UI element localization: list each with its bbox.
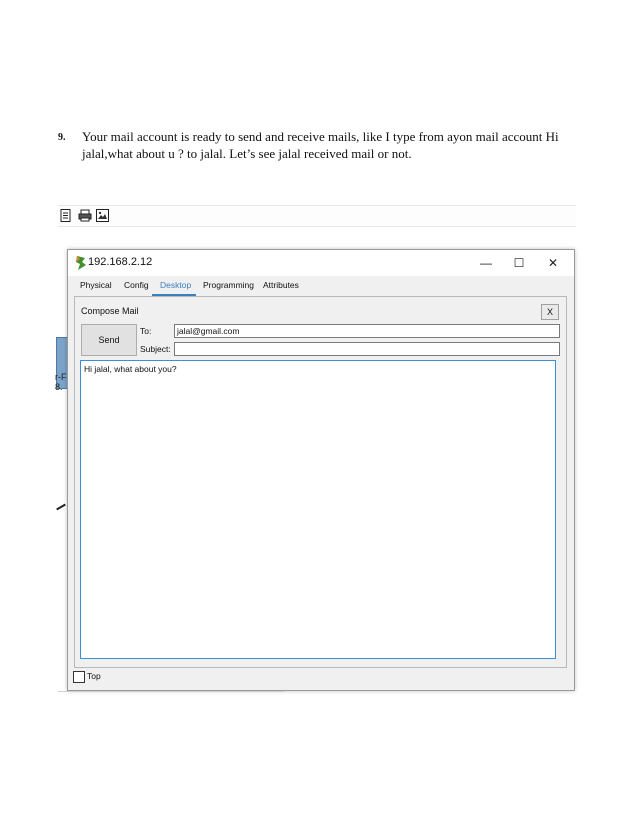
compose-mail-panel xyxy=(74,296,567,668)
picture-icon[interactable] xyxy=(96,209,109,222)
toolbar-strip xyxy=(58,205,576,227)
compose-mail-title: Compose Mail xyxy=(81,306,139,316)
printer-icon[interactable] xyxy=(78,209,92,222)
background-text-fragment: 8. xyxy=(55,382,63,392)
tab-desktop[interactable]: Desktop xyxy=(160,280,192,290)
top-checkbox[interactable] xyxy=(73,671,85,683)
send-button[interactable]: Send xyxy=(81,324,137,356)
pc-desktop-window xyxy=(67,249,575,691)
close-window-button[interactable]: ✕ xyxy=(547,256,559,270)
maximize-button[interactable]: ☐ xyxy=(513,256,525,270)
subject-label: Subject: xyxy=(140,344,171,354)
tab-physical[interactable]: Physical xyxy=(80,280,112,290)
tab-config[interactable]: Config xyxy=(124,280,149,290)
bottom-divider xyxy=(58,691,284,692)
document-icon[interactable] xyxy=(60,209,72,222)
message-body-textarea[interactable]: Hi jalal, what about you? xyxy=(80,360,556,659)
top-checkbox-label: Top xyxy=(87,671,101,681)
title-bar[interactable] xyxy=(68,250,574,276)
step-number: 9. xyxy=(58,132,66,143)
packet-tracer-icon xyxy=(74,255,88,271)
background-text-fragment: r-F xyxy=(55,372,67,382)
minimize-button[interactable]: — xyxy=(480,256,492,270)
step-text: Your mail account is ready to send and receive mails, like I type from ayon mail account Hi jalal,what about u ? to jalal. Let’s see jalal received mail or not. xyxy=(82,129,559,161)
to-label: To: xyxy=(140,326,152,336)
subject-input[interactable] xyxy=(174,342,560,356)
tab-attributes[interactable]: Attributes xyxy=(263,280,299,290)
tab-programming[interactable]: Programming xyxy=(203,280,255,290)
window-title: 192.168.2.12 xyxy=(88,256,153,268)
to-input[interactable]: jalal@gmail.com xyxy=(174,324,560,338)
background-line xyxy=(56,504,66,511)
close-compose-button[interactable]: X xyxy=(541,304,559,320)
